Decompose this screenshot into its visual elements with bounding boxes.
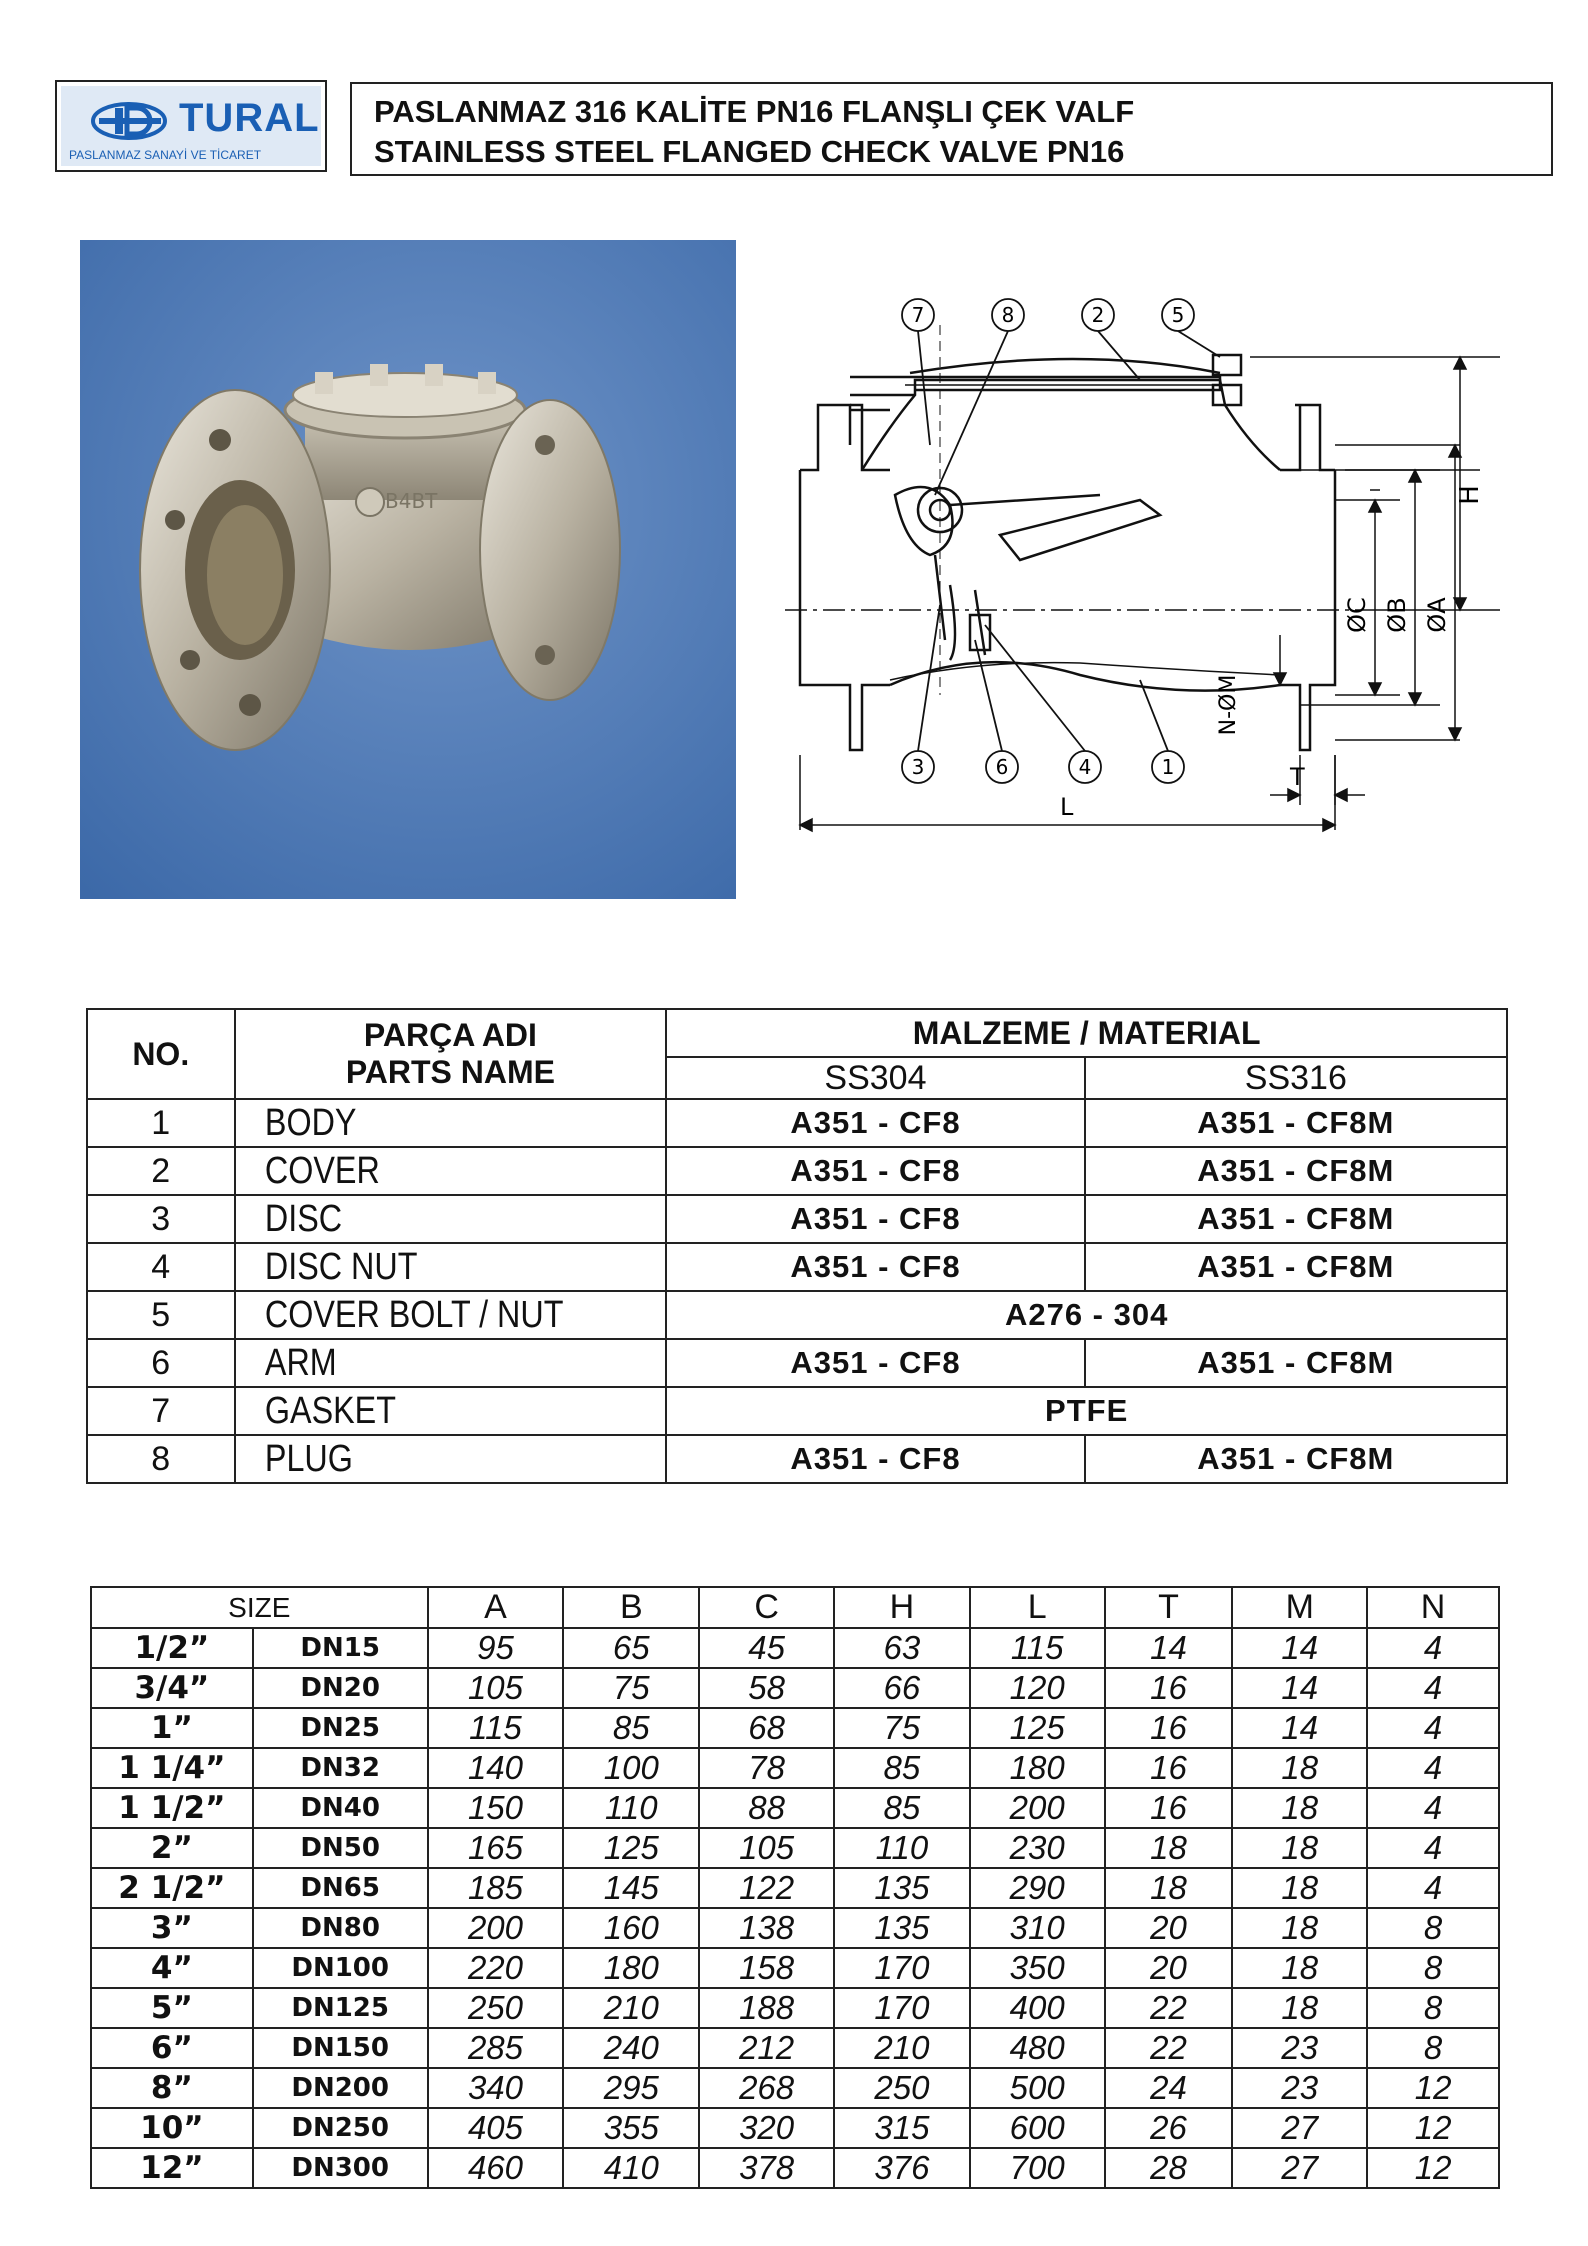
size-value: 145 <box>563 1868 699 1908</box>
size-value: 65 <box>563 1628 699 1668</box>
part-name-cell <box>235 1099 667 1147</box>
size-inch: 3” <box>91 1908 253 1948</box>
size-value: 23 <box>1232 2068 1367 2108</box>
size-value: 45 <box>699 1628 834 1668</box>
size-value: 8 <box>1367 1988 1499 2028</box>
casting-mark: B4BT <box>385 489 438 513</box>
size-col-header: A <box>428 1587 564 1628</box>
size-value: 18 <box>1232 1988 1367 2028</box>
material-shared: PTFE <box>666 1387 1507 1435</box>
size-value: 75 <box>563 1668 699 1708</box>
size-row <box>91 2068 1499 2108</box>
size-value: 23 <box>1232 2028 1367 2068</box>
size-value: 12 <box>1367 2108 1499 2148</box>
callout-6: 6 <box>995 755 1009 779</box>
part-name-cell <box>235 1291 667 1339</box>
callout-4: 4 <box>1078 755 1092 779</box>
part-name-cell <box>235 1387 667 1435</box>
size-value: 115 <box>428 1708 564 1748</box>
size-value: 88 <box>699 1788 834 1828</box>
size-value: 18 <box>1232 1868 1367 1908</box>
part-name-cell <box>235 1435 667 1483</box>
size-dn: DN40 <box>253 1788 428 1828</box>
logo-name: TURAL <box>179 96 320 140</box>
size-value: 120 <box>970 1668 1105 1708</box>
parts-row <box>87 1291 1507 1339</box>
material-ss304: A351 - CF8 <box>666 1339 1084 1387</box>
size-value: 4 <box>1367 1668 1499 1708</box>
size-value: 85 <box>834 1788 970 1828</box>
size-value: 480 <box>970 2028 1105 2068</box>
size-dn: DN200 <box>253 2068 428 2108</box>
size-dn: DN15 <box>253 1628 428 1668</box>
logo-subtitle: PASLANMAZ SANAYİ VE TİCARET <box>69 148 262 162</box>
size-value: 135 <box>834 1908 970 1948</box>
size-value: 4 <box>1367 1868 1499 1908</box>
callout-2: 2 <box>1091 303 1105 327</box>
size-value: 250 <box>834 2068 970 2108</box>
size-value: 18 <box>1105 1868 1233 1908</box>
part-name: BODY <box>264 1101 356 1144</box>
size-value: 376 <box>834 2148 970 2188</box>
size-value: 78 <box>699 1748 834 1788</box>
part-name: PLUG <box>264 1437 353 1480</box>
size-value: 22 <box>1105 2028 1233 2068</box>
size-value: 8 <box>1367 1948 1499 1988</box>
size-value: 135 <box>834 1868 970 1908</box>
size-value: 8 <box>1367 1908 1499 1948</box>
size-value: 460 <box>428 2148 564 2188</box>
size-value: 320 <box>699 2108 834 2148</box>
size-inch: 12” <box>91 2148 253 2188</box>
size-value: 12 <box>1367 2148 1499 2188</box>
size-row <box>91 2148 1499 2188</box>
size-inch: 3/4” <box>91 1668 253 1708</box>
size-value: 85 <box>563 1708 699 1748</box>
size-value: 85 <box>834 1748 970 1788</box>
size-value: 20 <box>1105 1908 1233 1948</box>
size-value: 4 <box>1367 1748 1499 1788</box>
size-value: 350 <box>970 1948 1105 1988</box>
size-value: 405 <box>428 2108 564 2148</box>
size-value: 26 <box>1105 2108 1233 2148</box>
size-col-header: T <box>1105 1587 1233 1628</box>
material-ss304: A351 - CF8 <box>666 1435 1084 1483</box>
material-ss316: A351 - CF8M <box>1085 1147 1507 1195</box>
size-value: 290 <box>970 1868 1105 1908</box>
size-value: 410 <box>563 2148 699 2188</box>
size-value: 110 <box>834 1828 970 1868</box>
size-value: 16 <box>1105 1708 1233 1748</box>
callout-7: 7 <box>911 303 925 327</box>
material-ss316: A351 - CF8M <box>1085 1195 1507 1243</box>
parts-name-header-tr: PARÇA ADI <box>363 1017 537 1053</box>
size-value: 500 <box>970 2068 1105 2108</box>
size-value: 268 <box>699 2068 834 2108</box>
part-name: ARM <box>264 1341 337 1384</box>
part-name: COVER <box>264 1149 380 1192</box>
size-value: 378 <box>699 2148 834 2188</box>
size-value: 212 <box>699 2028 834 2068</box>
size-col-header: N <box>1367 1587 1499 1628</box>
size-value: 75 <box>834 1708 970 1748</box>
size-dn: DN25 <box>253 1708 428 1748</box>
size-value: 22 <box>1105 1988 1233 2028</box>
part-number: 5 <box>87 1291 235 1339</box>
size-value: 125 <box>970 1708 1105 1748</box>
title-turkish: PASLANMAZ 316 KALİTE PN16 FLANŞLI ÇEK VALF <box>374 94 1135 129</box>
size-value: 18 <box>1232 1828 1367 1868</box>
size-value: 16 <box>1105 1748 1233 1788</box>
size-value: 63 <box>834 1628 970 1668</box>
size-dn: DN150 <box>253 2028 428 2068</box>
size-value: 28 <box>1105 2148 1233 2188</box>
size-value: 4 <box>1367 1708 1499 1748</box>
size-col-header: H <box>834 1587 970 1628</box>
parts-material-table <box>86 1008 1508 1484</box>
size-dn: DN65 <box>253 1868 428 1908</box>
size-row <box>91 1828 1499 1868</box>
material-ss304: A351 - CF8 <box>666 1147 1084 1195</box>
size-value: 4 <box>1367 1628 1499 1668</box>
size-value: 20 <box>1105 1948 1233 1988</box>
material-ss316: A351 - CF8M <box>1085 1243 1507 1291</box>
size-value: 295 <box>563 2068 699 2108</box>
valve-cross-section-diagram <box>780 285 1560 845</box>
part-number: 6 <box>87 1339 235 1387</box>
title-box <box>350 82 1553 176</box>
material-ss316: A351 - CF8M <box>1085 1435 1507 1483</box>
callout-1: 1 <box>1161 755 1175 779</box>
part-number: 1 <box>87 1099 235 1147</box>
size-row <box>91 1948 1499 1988</box>
size-row <box>91 1708 1499 1748</box>
size-row <box>91 1748 1499 1788</box>
ss316-header: SS316 <box>1085 1057 1507 1099</box>
size-value: 105 <box>428 1668 564 1708</box>
size-value: 14 <box>1232 1668 1367 1708</box>
size-dn: DN125 <box>253 1988 428 2028</box>
size-dn: DN100 <box>253 1948 428 1988</box>
size-row <box>91 1788 1499 1828</box>
size-value: 18 <box>1232 1748 1367 1788</box>
size-dn: DN80 <box>253 1908 428 1948</box>
size-value: 200 <box>970 1788 1105 1828</box>
size-value: 18 <box>1232 1948 1367 1988</box>
size-dn: DN32 <box>253 1748 428 1788</box>
size-value: 68 <box>699 1708 834 1748</box>
size-value: 400 <box>970 1988 1105 2028</box>
dim-t-label: T <box>1290 763 1305 791</box>
part-name-cell <box>235 1147 667 1195</box>
size-value: 200 <box>428 1908 564 1948</box>
callout-3: 3 <box>911 755 925 779</box>
part-number: 4 <box>87 1243 235 1291</box>
size-dimension-table <box>90 1586 1500 2189</box>
size-value: 285 <box>428 2028 564 2068</box>
size-row <box>91 1668 1499 1708</box>
size-value: 340 <box>428 2068 564 2108</box>
size-value: 180 <box>563 1948 699 1988</box>
size-dn: DN20 <box>253 1668 428 1708</box>
size-value: 170 <box>834 1948 970 1988</box>
material-ss304: A351 - CF8 <box>666 1099 1084 1147</box>
size-value: 16 <box>1105 1668 1233 1708</box>
size-row <box>91 1868 1499 1908</box>
material-ss304: A351 - CF8 <box>666 1243 1084 1291</box>
part-name: DISC NUT <box>264 1245 417 1288</box>
size-value: 105 <box>699 1828 834 1868</box>
size-value: 140 <box>428 1748 564 1788</box>
size-inch: 10” <box>91 2108 253 2148</box>
parts-row <box>87 1243 1507 1291</box>
size-value: 230 <box>970 1828 1105 1868</box>
parts-row <box>87 1195 1507 1243</box>
ss304-header: SS304 <box>666 1057 1084 1099</box>
size-value: 180 <box>970 1748 1105 1788</box>
size-value: 125 <box>563 1828 699 1868</box>
dim-a-label: ØA <box>1423 597 1451 633</box>
size-inch: 4” <box>91 1948 253 1988</box>
dim-nm-label: N-ØM <box>1216 674 1241 736</box>
parts-row <box>87 1099 1507 1147</box>
material-ss316: A351 - CF8M <box>1085 1339 1507 1387</box>
size-value: 24 <box>1105 2068 1233 2108</box>
size-dn: DN300 <box>253 2148 428 2188</box>
part-number: 3 <box>87 1195 235 1243</box>
parts-row <box>87 1339 1507 1387</box>
size-col-header: B <box>563 1587 699 1628</box>
size-value: 18 <box>1232 1788 1367 1828</box>
dim-c-label: ØC <box>1343 597 1371 633</box>
tural-logo-mark-icon <box>89 100 175 142</box>
size-row <box>91 1908 1499 1948</box>
size-inch: 5” <box>91 1988 253 2028</box>
size-value: 310 <box>970 1908 1105 1948</box>
size-value: 14 <box>1105 1628 1233 1668</box>
material-shared: A276 - 304 <box>666 1291 1507 1339</box>
part-name: GASKET <box>264 1389 396 1432</box>
size-value: 16 <box>1105 1788 1233 1828</box>
callout-5: 5 <box>1171 303 1185 327</box>
title-english: STAINLESS STEEL FLANGED CHECK VALVE PN16 <box>374 134 1125 169</box>
size-value: 18 <box>1232 1908 1367 1948</box>
part-name: COVER BOLT / NUT <box>264 1293 563 1336</box>
size-value: 4 <box>1367 1788 1499 1828</box>
size-inch: 1” <box>91 1708 253 1748</box>
part-name-cell <box>235 1195 667 1243</box>
dim-b-label: ØB <box>1383 597 1411 633</box>
size-inch: 2” <box>91 1828 253 1868</box>
size-row <box>91 2028 1499 2068</box>
size-value: 27 <box>1232 2148 1367 2188</box>
size-value: 250 <box>428 1988 564 2028</box>
material-header: MALZEME / MATERIAL <box>666 1009 1507 1057</box>
material-ss316: A351 - CF8M <box>1085 1099 1507 1147</box>
size-value: 14 <box>1232 1708 1367 1748</box>
part-name-cell <box>235 1339 667 1387</box>
parts-name-header-en: PARTS NAME <box>345 1054 555 1090</box>
size-row <box>91 1628 1499 1668</box>
size-value: 115 <box>970 1628 1105 1668</box>
size-row <box>91 2108 1499 2148</box>
size-value: 14 <box>1232 1628 1367 1668</box>
size-col-header: L <box>970 1587 1105 1628</box>
size-value: 122 <box>699 1868 834 1908</box>
size-value: 700 <box>970 2148 1105 2188</box>
size-inch: 8” <box>91 2068 253 2108</box>
size-value: 110 <box>563 1788 699 1828</box>
callout-8: 8 <box>1001 303 1015 327</box>
size-col-header: SIZE <box>91 1587 428 1628</box>
size-value: 95 <box>428 1628 564 1668</box>
size-inch: 1/2” <box>91 1628 253 1668</box>
size-value: 210 <box>563 1988 699 2028</box>
parts-name-header <box>235 1009 667 1099</box>
parts-row <box>87 1387 1507 1435</box>
size-value: 170 <box>834 1988 970 2028</box>
size-inch: 1 1/4” <box>91 1748 253 1788</box>
size-value: 188 <box>699 1988 834 2028</box>
part-number: 8 <box>87 1435 235 1483</box>
part-name-cell <box>235 1243 667 1291</box>
size-value: 18 <box>1105 1828 1233 1868</box>
part-number: 7 <box>87 1387 235 1435</box>
size-dn: DN250 <box>253 2108 428 2148</box>
parts-row <box>87 1435 1507 1483</box>
size-col-header: M <box>1232 1587 1367 1628</box>
size-row <box>91 1988 1499 2028</box>
size-value: 138 <box>699 1908 834 1948</box>
size-inch: 1 1/2” <box>91 1788 253 1828</box>
size-value: 100 <box>563 1748 699 1788</box>
size-value: 58 <box>699 1668 834 1708</box>
size-inch: 2 1/2” <box>91 1868 253 1908</box>
material-ss304: A351 - CF8 <box>666 1195 1084 1243</box>
size-value: 150 <box>428 1788 564 1828</box>
product-photo <box>80 240 736 899</box>
size-value: 210 <box>834 2028 970 2068</box>
size-value: 165 <box>428 1828 564 1868</box>
size-inch: 6” <box>91 2028 253 2068</box>
part-number: 2 <box>87 1147 235 1195</box>
size-dn: DN50 <box>253 1828 428 1868</box>
size-col-header: C <box>699 1587 834 1628</box>
size-value: 8 <box>1367 2028 1499 2068</box>
dim-h-label: H <box>1455 485 1485 505</box>
size-value: 355 <box>563 2108 699 2148</box>
company-logo <box>55 80 327 172</box>
no-header: NO. <box>87 1009 235 1099</box>
size-value: 160 <box>563 1908 699 1948</box>
size-value: 220 <box>428 1948 564 1988</box>
size-value: 4 <box>1367 1828 1499 1868</box>
size-value: 600 <box>970 2108 1105 2148</box>
size-value: 315 <box>834 2108 970 2148</box>
parts-row <box>87 1147 1507 1195</box>
size-value: 66 <box>834 1668 970 1708</box>
part-name: DISC <box>264 1197 342 1240</box>
size-value: 158 <box>699 1948 834 1988</box>
size-value: 27 <box>1232 2108 1367 2148</box>
size-value: 185 <box>428 1868 564 1908</box>
size-value: 240 <box>563 2028 699 2068</box>
size-value: 12 <box>1367 2068 1499 2108</box>
dim-l-label: L <box>1060 793 1074 821</box>
